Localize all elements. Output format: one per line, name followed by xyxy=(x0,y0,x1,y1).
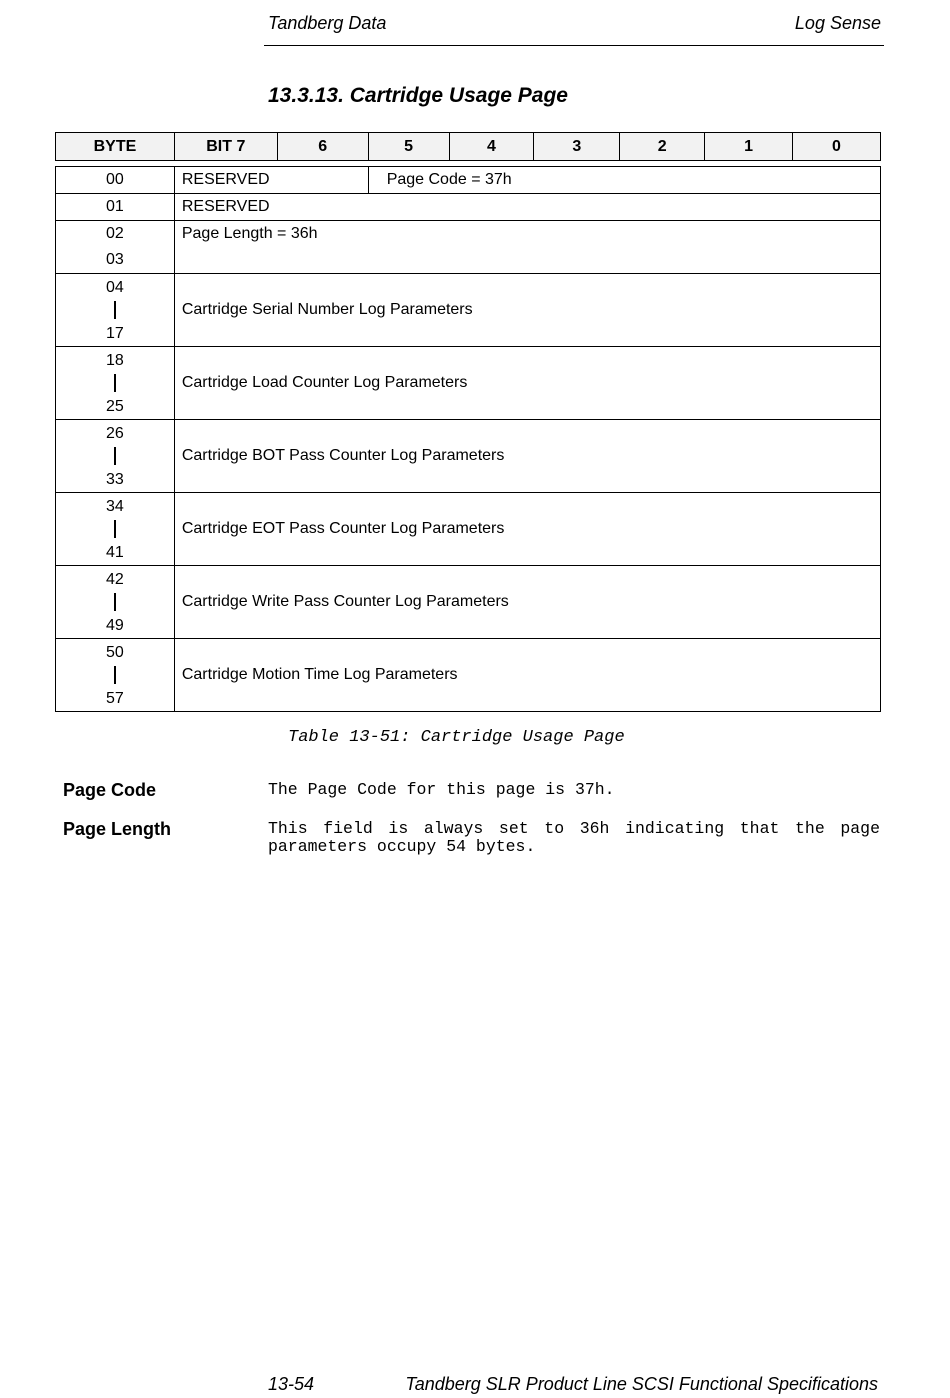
bot-pass-counter-field: Cartridge BOT Pass Counter Log Parameters xyxy=(174,420,880,493)
header-cell-bit1: 1 xyxy=(705,133,793,161)
byte-end: 57 xyxy=(106,689,124,707)
range-bar xyxy=(114,374,116,392)
table-row xyxy=(56,639,881,712)
header-cell-bit2: 2 xyxy=(620,133,705,161)
byte-start: 18 xyxy=(106,351,124,369)
header-cell-bit6: 6 xyxy=(277,133,368,161)
header-left: Tandberg Data xyxy=(268,13,387,33)
byte-cell: 01 xyxy=(56,194,175,221)
range-bar xyxy=(114,520,116,538)
table-row xyxy=(56,566,881,639)
byte-start: 34 xyxy=(106,497,124,515)
table-row xyxy=(56,420,881,493)
header-cell-bit0: 0 xyxy=(793,133,881,161)
byte-cell xyxy=(56,274,175,347)
table-caption: Table 13-51: Cartridge Usage Page xyxy=(288,728,625,747)
header-cell-bit7: BIT 7 xyxy=(174,133,277,161)
header-right: Log Sense xyxy=(794,13,881,33)
range-bar xyxy=(114,593,116,611)
byte-start: 50 xyxy=(106,643,124,661)
page-code-term: Page Code xyxy=(63,780,157,800)
reserved-field: RESERVED xyxy=(174,194,880,221)
section-title: 13.3.13. Cartridge Usage Page xyxy=(268,84,568,107)
table-row xyxy=(56,274,881,347)
write-pass-counter-field: Cartridge Write Pass Counter Log Parameters xyxy=(174,566,880,639)
table-row xyxy=(56,194,881,221)
byte-cell: 00 xyxy=(56,167,175,194)
table-row xyxy=(56,221,881,274)
page-code-field: Page Code = 37h xyxy=(368,167,880,194)
byte-cell xyxy=(56,420,175,493)
byte-end: 25 xyxy=(106,397,124,415)
page-length-description: This field is always set to 36h indicating that the page parameters occupy 54 bytes. xyxy=(268,819,880,856)
header-cell-bit4: 4 xyxy=(449,133,534,161)
motion-time-field: Cartridge Motion Time Log Parameters xyxy=(174,639,880,712)
byte-cell xyxy=(56,566,175,639)
reserved-field: RESERVED xyxy=(174,167,368,194)
byte-end: 41 xyxy=(106,543,124,561)
page-length-field: Page Length = 36h xyxy=(174,221,880,274)
page-length-term: Page Length xyxy=(63,819,172,839)
header-cell-byte: BYTE xyxy=(56,133,175,161)
byte-end: 49 xyxy=(106,616,124,634)
range-bar xyxy=(114,301,116,319)
byte-cell xyxy=(56,347,175,420)
range-bar xyxy=(114,666,116,684)
footer-title: Tandberg SLR Product Line SCSI Functional Specifications xyxy=(405,1374,878,1394)
byte-end: 17 xyxy=(106,324,124,342)
page-number: 13-54 xyxy=(268,1374,315,1394)
byte-start: 26 xyxy=(106,424,124,442)
page-code-description: The Page Code for this page is 37h. xyxy=(268,780,615,799)
range-bar xyxy=(114,447,116,465)
bit-header-table xyxy=(55,132,881,161)
byte-start: 42 xyxy=(106,570,124,588)
byte-start: 04 xyxy=(106,278,124,296)
cartridge-usage-table xyxy=(55,166,881,712)
serial-number-field: Cartridge Serial Number Log Parameters xyxy=(174,274,880,347)
byte-cell xyxy=(56,221,175,274)
byte-cell xyxy=(56,493,175,566)
header-cell-bit5: 5 xyxy=(368,133,449,161)
byte-end: 33 xyxy=(106,470,124,488)
eot-pass-counter-field: Cartridge EOT Pass Counter Log Parameters xyxy=(174,493,880,566)
load-counter-field: Cartridge Load Counter Log Parameters xyxy=(174,347,880,420)
byte-cell xyxy=(56,639,175,712)
table-row xyxy=(56,167,881,194)
byte-end: 03 xyxy=(106,251,124,268)
byte-start: 02 xyxy=(106,225,124,242)
header-rule xyxy=(264,45,884,46)
table-row xyxy=(56,347,881,420)
table-row xyxy=(56,493,881,566)
header-cell-bit3: 3 xyxy=(534,133,620,161)
